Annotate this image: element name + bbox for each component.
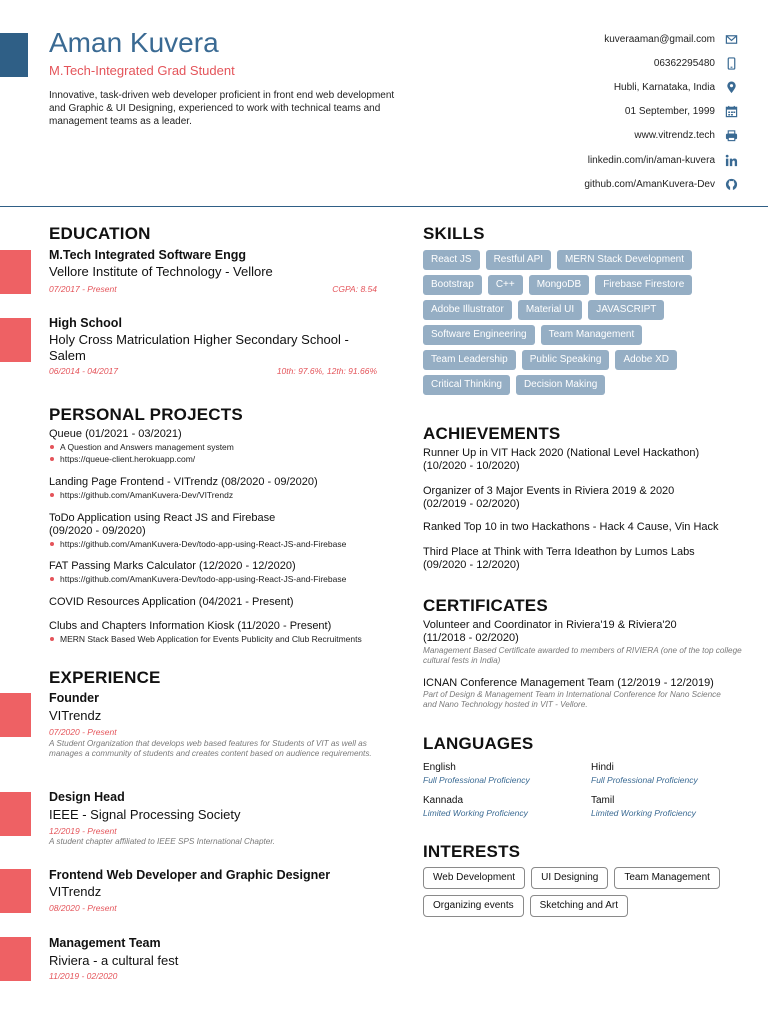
education-degree: M.Tech Integrated Software Engg (49, 248, 247, 262)
contact-list (438, 27, 738, 196)
experience-role: Frontend Web Developer and Graphic Designer (49, 868, 331, 882)
language-name: English (423, 762, 456, 773)
contact-website-text: www.vitrendz.tech (634, 130, 715, 142)
education-degree: High School (49, 316, 122, 330)
skill-chip: MERN Stack Development (557, 250, 692, 270)
experience-item-marker (0, 792, 31, 836)
skill-chip: Material UI (518, 300, 582, 320)
skill-chip: Bootstrap (423, 275, 482, 295)
skill-chip: Restful API (486, 250, 551, 270)
project-item (49, 560, 399, 585)
project-title: COVID Resources Application (04/2021 - Present) (49, 596, 294, 608)
skills-heading: SKILLS (423, 224, 485, 243)
skill-chip: Decision Making (516, 375, 605, 395)
certificate-description: Part of Design & Management Team in International Conference for Nano Science and Nano Technology hosted in VIT - Vellore. (423, 690, 721, 709)
contact-email[interactable] (438, 27, 738, 51)
skill-chip: Software Engineering (423, 325, 535, 345)
achievement-item: Runner Up in VIT Hack 2020 (National Level Hackathon) (10/2020 - 10/2020) (423, 447, 700, 472)
project-title: FAT Passing Marks Calculator (12/2020 - 12/2020) (49, 560, 296, 572)
interest-tag: Sketching and Art (530, 895, 628, 917)
linkedin-icon (724, 153, 738, 167)
project-item (49, 620, 399, 645)
language-item (591, 794, 696, 819)
experience-item-marker (0, 937, 31, 981)
project-item (49, 428, 399, 465)
project-title: Landing Page Frontend - VITrendz (08/2020 - 09/2020) (49, 476, 318, 488)
project-bullet: A Question and Answers management system (49, 441, 399, 453)
experience-item-marker (0, 869, 31, 913)
experience-org: VITrendz (49, 708, 102, 723)
skill-chip: Public Speaking (522, 350, 610, 370)
languages-heading: LANGUAGES (423, 734, 534, 753)
skill-chip: Team Leadership (423, 350, 516, 370)
project-title: Queue (01/2021 - 03/2021) (49, 428, 182, 440)
contact-birthdate-text: 01 September, 1999 (624, 106, 715, 118)
education-school: Vellore Institute of Technology - Vellore (49, 264, 273, 279)
project-title: ToDo Application using React JS and Firebase (09/2020 - 09/2020) (49, 512, 276, 537)
experience-org: IEEE - Signal Processing Society (49, 807, 241, 822)
experience-role: Management Team (49, 936, 161, 950)
experience-org: VITrendz (49, 884, 102, 899)
skills-list (423, 250, 723, 395)
skill-chip: Adobe XD (615, 350, 677, 370)
experience-item-marker (0, 693, 31, 737)
github-icon (724, 177, 738, 191)
profile-summary: Innovative, task-driven web developer proficient in front end web development and Graphic & UI Designing, experienced to work with technical teams and management teams as a leader. (49, 90, 395, 127)
project-link[interactable]: https://queue-client.herokuapp.com/ (49, 453, 399, 465)
skill-chip: JAVASCRIPT (588, 300, 664, 320)
experience-role: Founder (49, 691, 99, 705)
experience-role: Design Head (49, 790, 125, 804)
interest-tag: UI Designing (531, 867, 608, 889)
language-level: Limited Working Proficiency (423, 808, 528, 818)
education-grade: CGPA: 8.54 (332, 284, 377, 294)
language-level: Full Professional Proficiency (591, 775, 698, 785)
certificate-description: Management Based Certificate awarded to members of RIVIERA (one of the top college cultural fests in India) (423, 646, 742, 665)
language-name: Tamil (591, 795, 615, 806)
project-item (49, 538, 399, 550)
contact-email-text: kuveraaman@gmail.com (604, 33, 715, 45)
email-icon (724, 32, 738, 46)
education-school: Holy Cross Matriculation Higher Secondary School - Salem (49, 332, 349, 363)
website-icon (724, 129, 738, 143)
experience-org: Riviera - a cultural fest (49, 953, 179, 968)
interests-list (423, 867, 743, 917)
interest-tag: Team Management (614, 867, 720, 889)
phone-icon (724, 56, 738, 70)
certificate-title: Volunteer and Coordinator in Riviera'19 & Riviera'20 (11/2018 - 02/2020) (423, 619, 677, 644)
language-item (591, 761, 698, 786)
experience-date: 11/2019 - 02/2020 (49, 971, 118, 981)
project-link[interactable]: https://github.com/AmanKuvera-Dev/todo-app-using-React-JS-and-Firebase (49, 573, 399, 585)
location-icon (724, 80, 738, 94)
header-accent-bar (0, 33, 28, 77)
project-link[interactable]: https://github.com/AmanKuvera-Dev/VITrendz (49, 489, 399, 501)
interests-heading: INTERESTS (423, 842, 521, 861)
calendar-icon (724, 105, 738, 119)
contact-location-text: Hubli, Karnataka, India (613, 81, 715, 93)
language-name: Kannada (423, 795, 464, 806)
education-item-marker (0, 318, 31, 362)
education-date: 07/2017 - Present (49, 284, 117, 294)
achievement-item: Organizer of 3 Major Events in Riviera 2019 & 2020 (02/2019 - 02/2020) (423, 485, 675, 510)
interest-tag: Web Development (423, 867, 525, 889)
skill-chip: Critical Thinking (423, 375, 510, 395)
contact-phone-text: 06362295480 (653, 57, 715, 69)
candidate-name: Aman Kuvera (49, 27, 219, 58)
education-date: 06/2014 - 04/2017 (49, 366, 119, 376)
education-heading: EDUCATION (49, 224, 151, 243)
language-level: Limited Working Proficiency (591, 808, 696, 818)
skill-chip: C++ (488, 275, 523, 295)
achievements-heading: ACHIEVEMENTS (423, 424, 561, 443)
contact-website[interactable] (438, 124, 738, 148)
contact-linkedin[interactable] (438, 148, 738, 172)
experience-date: 12/2019 - Present (49, 826, 117, 836)
language-item (423, 794, 528, 819)
interest-tag: Organizing events (423, 895, 524, 917)
experience-description: A Student Organization that develops web based features for Students of VIT as well as manages a community of students and creates content based on audience requirements. (49, 739, 372, 758)
certificates-heading: CERTIFICATES (423, 596, 548, 615)
project-link[interactable]: https://github.com/AmanKuvera-Dev/todo-app-using-React-JS-and-Firebase (49, 538, 399, 550)
achievement-item: Third Place at Think with Terra Ideathon by Lumos Labs (09/2020 - 12/2020) (423, 546, 695, 571)
project-title: Clubs and Chapters Information Kiosk (11/2020 - Present) (49, 620, 332, 632)
project-bullet: MERN Stack Based Web Application for Events Publicity and Club Recruitments (49, 633, 399, 645)
contact-location (438, 75, 738, 99)
skill-chip: React JS (423, 250, 480, 270)
language-level: Full Professional Proficiency (423, 775, 530, 785)
certificate-title: ICNAN Conference Management Team (12/2019 - 12/2019) (423, 677, 714, 689)
contact-github-text: github.com/AmanKuvera-Dev (584, 178, 715, 190)
experience-heading: EXPERIENCE (49, 668, 161, 687)
experience-date: 07/2020 - Present (49, 727, 117, 737)
education-grade: 10th: 97.6%, 12th: 91.66% (276, 366, 377, 376)
language-name: Hindi (591, 762, 614, 773)
skill-chip: Firebase Firestore (595, 275, 692, 295)
skill-chip: Team Management (541, 325, 643, 345)
contact-phone[interactable] (438, 51, 738, 75)
experience-date: 08/2020 - Present (49, 903, 117, 913)
skill-chip: MongoDB (529, 275, 589, 295)
achievement-item: Ranked Top 10 in two Hackathons - Hack 4 Cause, Vin Hack (423, 521, 719, 533)
education-item-marker (0, 250, 31, 294)
candidate-role: M.Tech-Integrated Grad Student (49, 63, 235, 78)
contact-linkedin-text: linkedin.com/in/aman-kuvera (587, 154, 715, 166)
experience-description: A student chapter affiliated to IEEE SPS International Chapter. (49, 837, 276, 846)
projects-heading: PERSONAL PROJECTS (49, 405, 243, 424)
skill-chip: Adobe Illustrator (423, 300, 512, 320)
contact-github[interactable] (438, 172, 738, 196)
language-item (423, 761, 530, 786)
project-item (49, 476, 399, 501)
header-divider (0, 206, 768, 207)
project-item (49, 596, 399, 609)
project-item (49, 512, 289, 538)
contact-birthdate (438, 100, 738, 124)
